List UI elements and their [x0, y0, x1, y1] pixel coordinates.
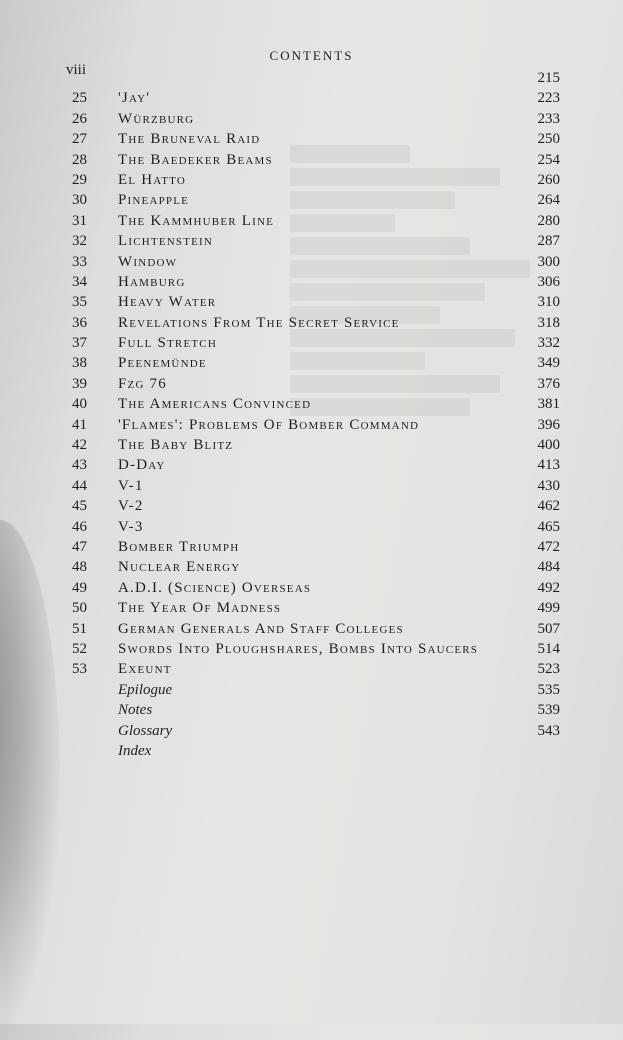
- toc-entry: [72, 353, 560, 373]
- chapter-title: V-3: [118, 518, 144, 535]
- toc-entry: [72, 455, 560, 475]
- chapter-number: 36: [72, 314, 87, 331]
- chapter-number: 52: [72, 640, 87, 657]
- page-number: 254: [537, 151, 560, 168]
- chapter-number: 37: [72, 335, 87, 352]
- chapter-title: A.D.I. (Science) Overseas: [118, 579, 312, 596]
- chapter-title: The Baby Blitz: [118, 437, 234, 454]
- toc-entry: [72, 394, 560, 414]
- toc-entry: [72, 109, 560, 129]
- chapter-title: Heavy Water: [118, 294, 217, 311]
- page-number: 381: [537, 396, 560, 413]
- chapter-title: The Bruneval Raid: [118, 131, 261, 148]
- toc-entry: [72, 741, 560, 761]
- chapter-title: V-2: [118, 498, 144, 515]
- page-number: 507: [537, 620, 560, 637]
- page-number: 465: [537, 518, 560, 535]
- page-number: 332: [537, 335, 560, 352]
- page-number: 233: [537, 110, 560, 127]
- toc-entry: [72, 272, 560, 292]
- chapter-title: Nuclear Energy: [118, 559, 241, 576]
- page-number: 215: [537, 70, 560, 86]
- page-number: 223: [537, 90, 560, 107]
- toc-entry: [72, 680, 560, 700]
- chapter-title: Pineapple: [118, 192, 190, 209]
- toc-entry: [72, 129, 560, 149]
- chapter-number: 31: [72, 212, 87, 229]
- running-head: CONTENTS: [269, 48, 354, 63]
- toc-entry: [72, 557, 560, 577]
- chapter-number: 48: [72, 559, 87, 576]
- page-number: 318: [537, 314, 560, 331]
- toc-entry: [72, 292, 560, 312]
- chapter-number: 45: [72, 498, 87, 515]
- chapter-title: V-1: [118, 477, 144, 494]
- chapter-number: 30: [72, 192, 87, 209]
- toc-entry: [72, 150, 560, 170]
- chapter-title: Hamburg: [118, 273, 186, 290]
- chapter-title: Window: [118, 253, 178, 270]
- chapter-number: 50: [72, 600, 87, 617]
- chapter-number: 25: [72, 90, 87, 107]
- page-number: 514: [537, 640, 560, 657]
- toc-entry: [72, 333, 560, 353]
- toc-entry: [72, 598, 560, 618]
- chapter-number: 42: [72, 437, 87, 454]
- toc-entry: [72, 435, 560, 455]
- page-number: 523: [537, 661, 560, 678]
- toc-entry: [72, 190, 560, 210]
- chapter-number: 51: [72, 620, 87, 637]
- chapter-title: El Hatto: [118, 171, 186, 188]
- chapter-title: The Kammhuber Line: [118, 212, 275, 229]
- page-number: 543: [537, 722, 560, 739]
- chapter-number: 40: [72, 396, 87, 413]
- chapter-title: Peenemünde: [118, 355, 207, 372]
- chapter-title: Revelations From The Secret Service: [118, 314, 400, 331]
- chapter-number: 44: [72, 477, 87, 494]
- page-number: 430: [537, 477, 560, 494]
- toc-entry: [72, 659, 560, 679]
- chapter-number: 32: [72, 233, 87, 250]
- chapter-title: Epilogue: [118, 681, 173, 698]
- chapter-number: 39: [72, 375, 87, 392]
- toc-entry: [72, 578, 560, 598]
- chapter-number: 33: [72, 253, 87, 270]
- page-folio: viii: [66, 62, 87, 78]
- toc-entry: [72, 88, 560, 108]
- chapter-title: 'Jay': [118, 90, 151, 107]
- page-number: 376: [537, 375, 560, 392]
- page-number: 349: [537, 355, 560, 372]
- chapter-title: Lichtenstein: [118, 233, 214, 250]
- toc-entry: [72, 639, 560, 659]
- chapter-title: Index: [118, 742, 152, 759]
- page-number: 535: [537, 681, 560, 698]
- toc-entry: [72, 68, 560, 88]
- page-number: 287: [537, 233, 560, 250]
- chapter-number: 47: [72, 538, 87, 555]
- page-number: 250: [537, 131, 560, 148]
- page-number: 260: [537, 171, 560, 188]
- page-number: 492: [537, 579, 560, 596]
- page-number: 264: [537, 192, 560, 209]
- toc-entry: [72, 700, 560, 720]
- page-number: 280: [537, 212, 560, 229]
- chapter-number: 53: [72, 661, 87, 678]
- chapter-title: 'Flames': Problems Of Bomber Command: [118, 416, 420, 433]
- toc-entry: [72, 517, 560, 537]
- page-number: 499: [537, 600, 560, 617]
- toc-entry: [72, 211, 560, 231]
- chapter-title: The Baedeker Beams: [118, 151, 273, 168]
- chapter-title: Fzg 76: [118, 375, 167, 392]
- chapter-title: Full Stretch: [118, 335, 217, 352]
- table-of-contents: [72, 68, 560, 761]
- page-number: 413: [537, 457, 560, 474]
- toc-entry: [72, 313, 560, 333]
- chapter-title: German Generals And Staff Colleges: [118, 620, 404, 637]
- page-number: 472: [537, 538, 560, 555]
- toc-entry: [72, 170, 560, 190]
- chapter-title: D-Day: [118, 457, 166, 474]
- chapter-title: Exeunt: [118, 661, 172, 678]
- page-number: 310: [537, 294, 560, 311]
- chapter-number: 49: [72, 579, 87, 596]
- chapter-title: Notes: [118, 702, 153, 719]
- chapter-number: 35: [72, 294, 87, 311]
- chapter-number: 38: [72, 355, 87, 372]
- chapter-title: Glossary: [118, 722, 173, 739]
- page-number: 539: [537, 702, 560, 719]
- chapter-number: 28: [72, 151, 87, 168]
- toc-entry: [72, 619, 560, 639]
- chapter-title: The Year Of Madness: [118, 600, 282, 617]
- chapter-number: 27: [72, 131, 87, 148]
- hand-shadow: [0, 520, 60, 1040]
- toc-entry: [72, 537, 560, 557]
- page-number: 462: [537, 498, 560, 515]
- chapter-title: Würzburg: [118, 110, 195, 127]
- chapter-title: Swords Into Ploughshares, Bombs Into Saucers: [118, 640, 479, 657]
- page-number: 306: [537, 273, 560, 290]
- page-number: 300: [537, 253, 560, 270]
- chapter-number: 34: [72, 273, 87, 290]
- toc-entry: [72, 415, 560, 435]
- chapter-title: The Americans Convinced: [118, 396, 312, 413]
- page-number: 400: [537, 437, 560, 454]
- toc-entry: [72, 231, 560, 251]
- toc-entry: [72, 374, 560, 394]
- page-number: 484: [537, 559, 560, 576]
- toc-entry: [72, 496, 560, 516]
- toc-entry: [72, 252, 560, 272]
- chapter-title: Bomber Triumph: [118, 538, 240, 555]
- chapter-number: 46: [72, 518, 87, 535]
- chapter-number: 43: [72, 457, 87, 474]
- toc-entry: [72, 476, 560, 496]
- page-number: 396: [537, 416, 560, 433]
- chapter-number: 41: [72, 416, 87, 433]
- toc-entry: [72, 721, 560, 741]
- chapter-number: 29: [72, 171, 87, 188]
- chapter-number: 26: [72, 110, 87, 127]
